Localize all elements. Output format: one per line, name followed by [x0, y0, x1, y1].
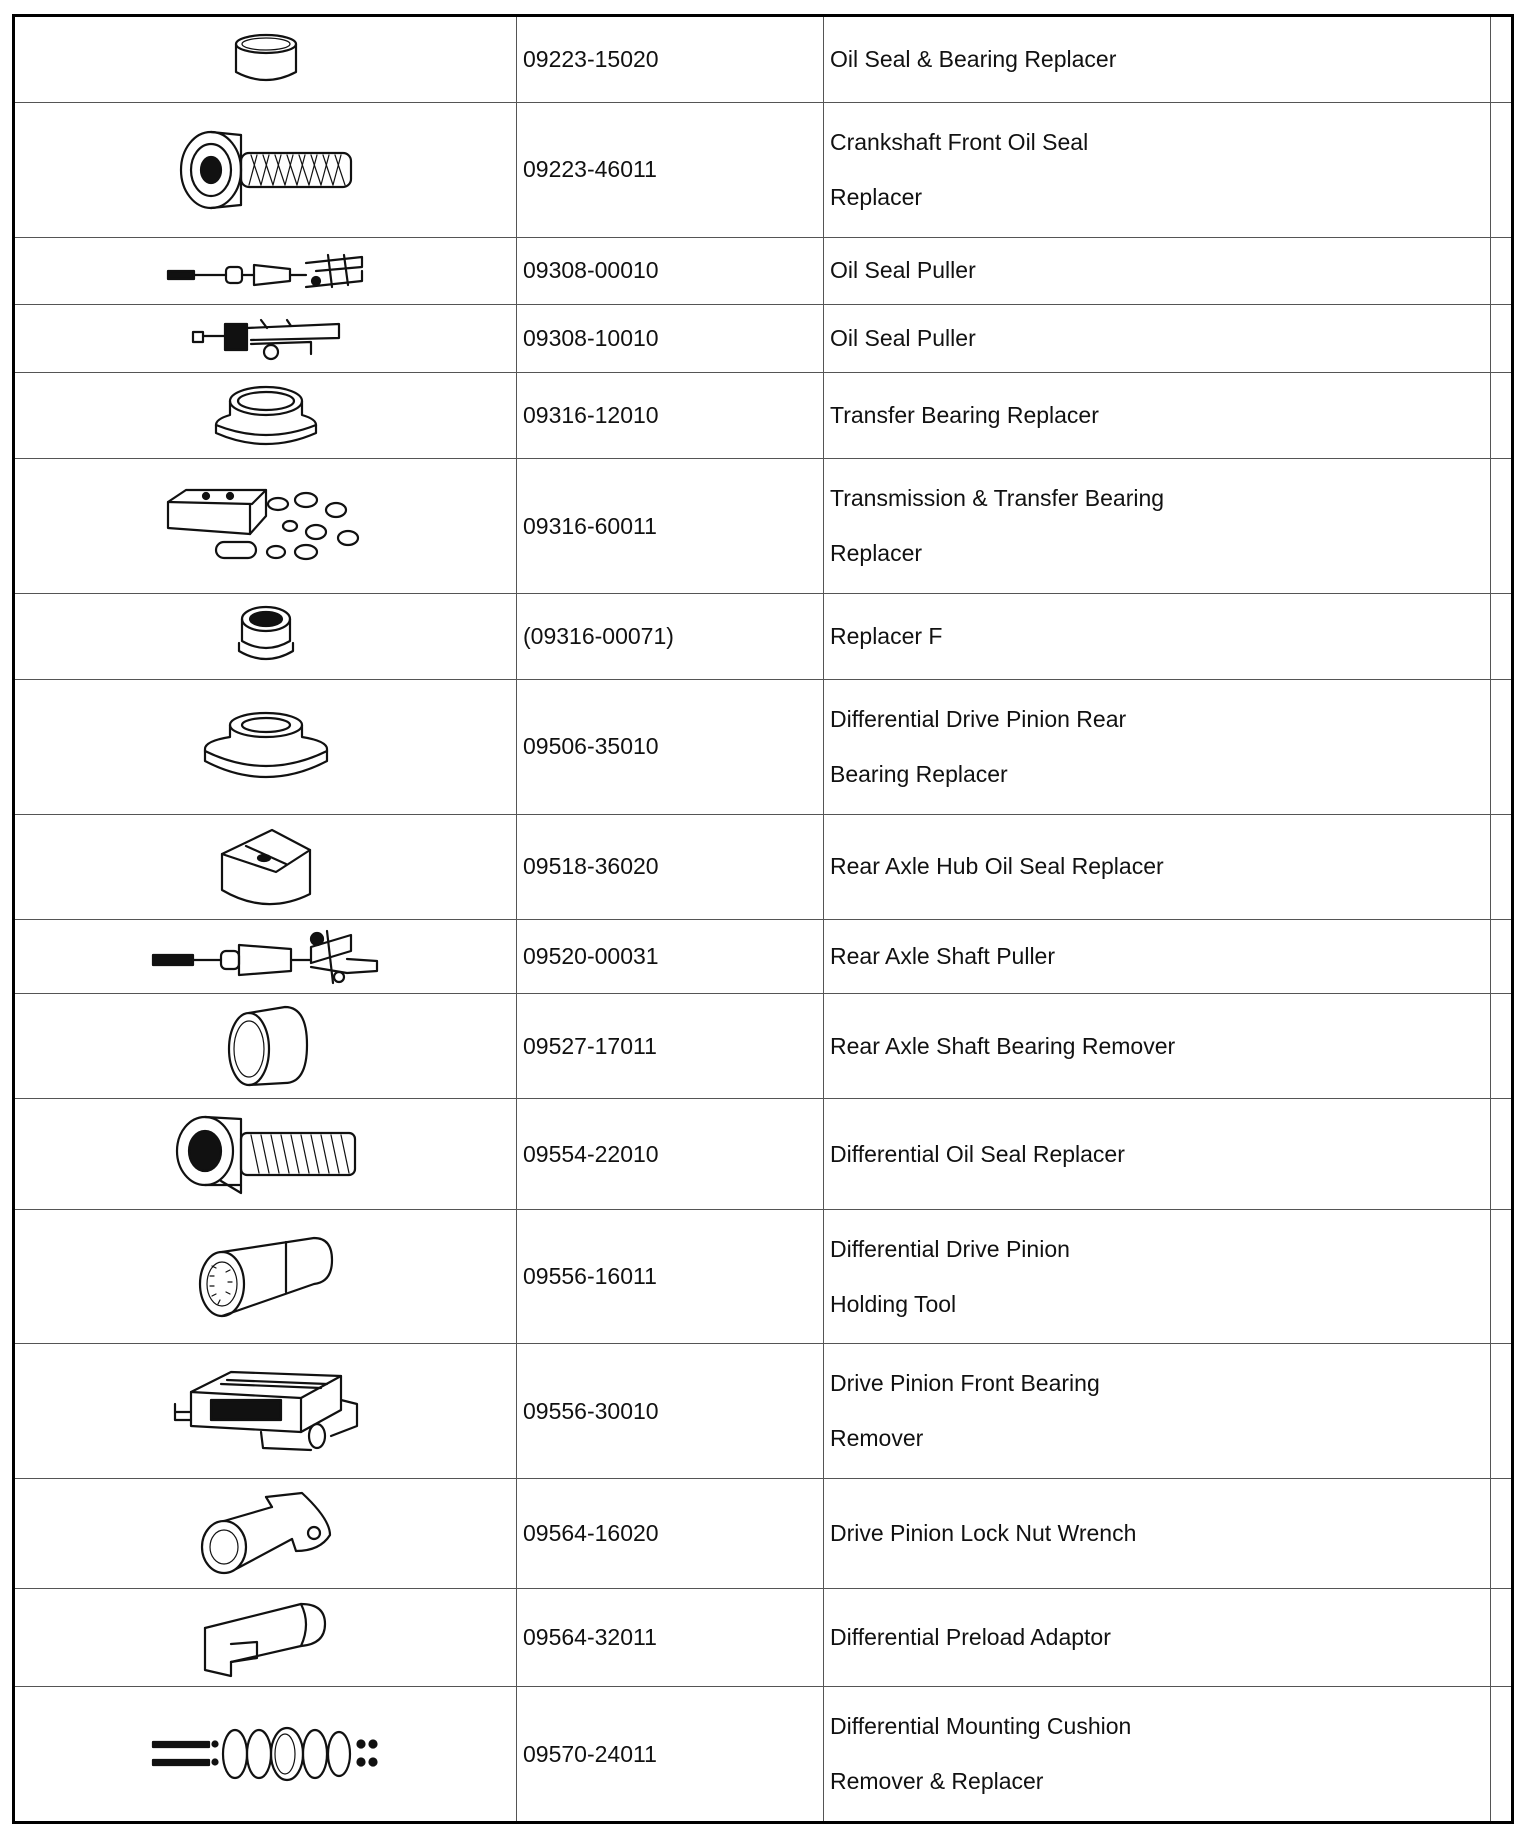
- tool-illustration-cell: [15, 102, 517, 237]
- threaded-seal-replacer-icon: [171, 1109, 361, 1199]
- tool-name-line: Oil Seal & Bearing Replacer: [830, 45, 1117, 72]
- tool-illustration-cell: [15, 814, 517, 919]
- tool-name: [824, 373, 1491, 459]
- tool-name-line: Replacer: [830, 540, 923, 567]
- empty-cell: [1491, 237, 1512, 305]
- part-number: 09518-36020: [517, 814, 824, 919]
- cylinder-remover-icon: [221, 1003, 311, 1089]
- tool-name: [824, 1099, 1491, 1209]
- empty-cell: [1491, 459, 1512, 594]
- part-number: 09223-15020: [517, 17, 824, 102]
- table-row: [15, 1344, 1511, 1479]
- tool-name-line: Differential Preload Adaptor: [830, 1624, 1111, 1651]
- tool-name-line: Holding Tool: [830, 1290, 957, 1317]
- empty-cell: [1491, 680, 1512, 815]
- empty-cell: [1491, 814, 1512, 919]
- table-row: [15, 305, 1511, 373]
- tool-illustration-cell: [15, 237, 517, 305]
- empty-cell: [1491, 102, 1512, 237]
- tool-table: [15, 17, 1511, 1821]
- empty-cell: [1491, 920, 1512, 994]
- splined-holding-tool-icon: [196, 1234, 336, 1320]
- tool-name-line: Bearing Replacer: [830, 760, 1008, 787]
- tool-illustration-cell: [15, 373, 517, 459]
- tool-name: [824, 17, 1491, 102]
- tool-illustration-cell: [15, 1209, 517, 1344]
- table-row: [15, 17, 1511, 102]
- tool-name-line: Transmission & Transfer Bearing: [830, 485, 1165, 512]
- empty-cell: [1491, 1478, 1512, 1588]
- preload-adaptor-icon: [201, 1598, 331, 1678]
- tool-illustration-cell: [15, 1687, 517, 1821]
- bearing-remover-clamp-icon: [171, 1366, 361, 1456]
- tool-name: [824, 814, 1491, 919]
- tool-name-line: Remover & Replacer: [830, 1768, 1044, 1795]
- cushion-remover-set-icon: [151, 1724, 381, 1784]
- part-number: 09316-60011: [517, 459, 824, 594]
- tool-name: [824, 237, 1491, 305]
- tool-name-line: Rear Axle Shaft Bearing Remover: [830, 1032, 1176, 1059]
- seal-puller-claw-icon: [191, 314, 341, 364]
- tool-illustration-cell: [15, 993, 517, 1098]
- hub-seal-replacer-icon: [216, 824, 316, 910]
- tool-illustration-cell: [15, 17, 517, 102]
- table-row: [15, 920, 1511, 994]
- tool-name-line: Remover: [830, 1425, 924, 1452]
- tool-illustration-cell: [15, 459, 517, 594]
- part-number: 09554-22010: [517, 1099, 824, 1209]
- flanged-ring-replacer-icon: [206, 381, 326, 451]
- tool-illustration-cell: [15, 1099, 517, 1209]
- part-number: 09527-17011: [517, 993, 824, 1098]
- empty-cell: [1491, 17, 1512, 102]
- part-number: 09506-35010: [517, 680, 824, 815]
- table-row: [15, 1099, 1511, 1209]
- empty-cell: [1491, 1344, 1512, 1479]
- tool-name-line: Rear Axle Hub Oil Seal Replacer: [830, 853, 1164, 880]
- empty-cell: [1491, 373, 1512, 459]
- tool-name-line: Differential Oil Seal Replacer: [830, 1140, 1125, 1167]
- tool-illustration-cell: [15, 1478, 517, 1588]
- table-row: [15, 1589, 1511, 1687]
- tool-illustration-cell: [15, 305, 517, 373]
- tool-name: [824, 1589, 1491, 1687]
- lock-nut-wrench-icon: [196, 1489, 336, 1579]
- tool-illustration-cell: [15, 680, 517, 815]
- tool-name: [824, 1478, 1491, 1588]
- axle-shaft-puller-icon: [151, 927, 381, 987]
- tool-name-line: Drive Pinion Front Bearing: [830, 1370, 1100, 1397]
- tool-name-line: Transfer Bearing Replacer: [830, 402, 1099, 429]
- empty-cell: [1491, 1099, 1512, 1209]
- tool-name-line: Replacer F: [830, 622, 943, 649]
- empty-cell: [1491, 593, 1512, 679]
- table-row: [15, 459, 1511, 594]
- part-number: 09564-32011: [517, 1589, 824, 1687]
- table-row: [15, 1478, 1511, 1588]
- tool-name-line: Differential Drive Pinion: [830, 1235, 1070, 1262]
- table-row: [15, 1209, 1511, 1344]
- part-number: 09564-16020: [517, 1478, 824, 1588]
- empty-cell: [1491, 993, 1512, 1098]
- tool-name: [824, 102, 1491, 237]
- crankshaft-seal-replacer-icon: [171, 125, 361, 215]
- tool-name-line: Differential Mounting Cushion: [830, 1713, 1132, 1740]
- empty-cell: [1491, 1589, 1512, 1687]
- part-number: 09556-30010: [517, 1344, 824, 1479]
- tool-illustration-cell: [15, 1344, 517, 1479]
- table-row: [15, 814, 1511, 919]
- tool-name-line: Oil Seal Puller: [830, 325, 976, 352]
- table-row: [15, 1687, 1511, 1821]
- tool-illustration-cell: [15, 920, 517, 994]
- empty-cell: [1491, 1687, 1512, 1821]
- part-number: 09520-00031: [517, 920, 824, 994]
- tool-name-line: Oil Seal Puller: [830, 257, 976, 284]
- tool-illustration-cell: [15, 593, 517, 679]
- empty-cell: [1491, 305, 1512, 373]
- special-service-tools-table: [12, 14, 1514, 1824]
- part-number: 09223-46011: [517, 102, 824, 237]
- tool-name: [824, 1687, 1491, 1821]
- stepped-replacer-icon: [231, 601, 301, 671]
- tool-name: [824, 1344, 1491, 1479]
- table-row: [15, 237, 1511, 305]
- table-row: [15, 680, 1511, 815]
- tool-name: [824, 680, 1491, 815]
- table-row: [15, 373, 1511, 459]
- tool-name-line: Rear Axle Shaft Puller: [830, 943, 1056, 969]
- tool-name-line: Crankshaft Front Oil Seal: [830, 128, 1089, 155]
- oil-seal-bearing-replacer-icon: [221, 24, 311, 94]
- tool-name-line: Replacer: [830, 183, 923, 210]
- table-row: [15, 593, 1511, 679]
- table-row: [15, 993, 1511, 1098]
- part-number: (09316-00071): [517, 593, 824, 679]
- tool-illustration-cell: [15, 1589, 517, 1687]
- part-number: 09316-12010: [517, 373, 824, 459]
- tool-name: [824, 920, 1491, 994]
- tool-name: [824, 305, 1491, 373]
- tool-name: [824, 459, 1491, 594]
- part-number: 09570-24011: [517, 1687, 824, 1821]
- part-number: 09308-10010: [517, 305, 824, 373]
- slide-hammer-puller-icon: [166, 251, 366, 291]
- part-number: 09308-00010: [517, 237, 824, 305]
- tool-name: [824, 1209, 1491, 1344]
- tool-name-line: Drive Pinion Lock Nut Wrench: [830, 1520, 1137, 1547]
- wide-flanged-replacer-icon: [201, 709, 331, 785]
- tool-name-line: Differential Drive Pinion Rear: [830, 705, 1127, 732]
- tool-name: [824, 593, 1491, 679]
- table-row: [15, 102, 1511, 237]
- part-number: 09556-16011: [517, 1209, 824, 1344]
- replacer-kit-icon: [166, 486, 366, 566]
- tool-name: [824, 993, 1491, 1098]
- empty-cell: [1491, 1209, 1512, 1344]
